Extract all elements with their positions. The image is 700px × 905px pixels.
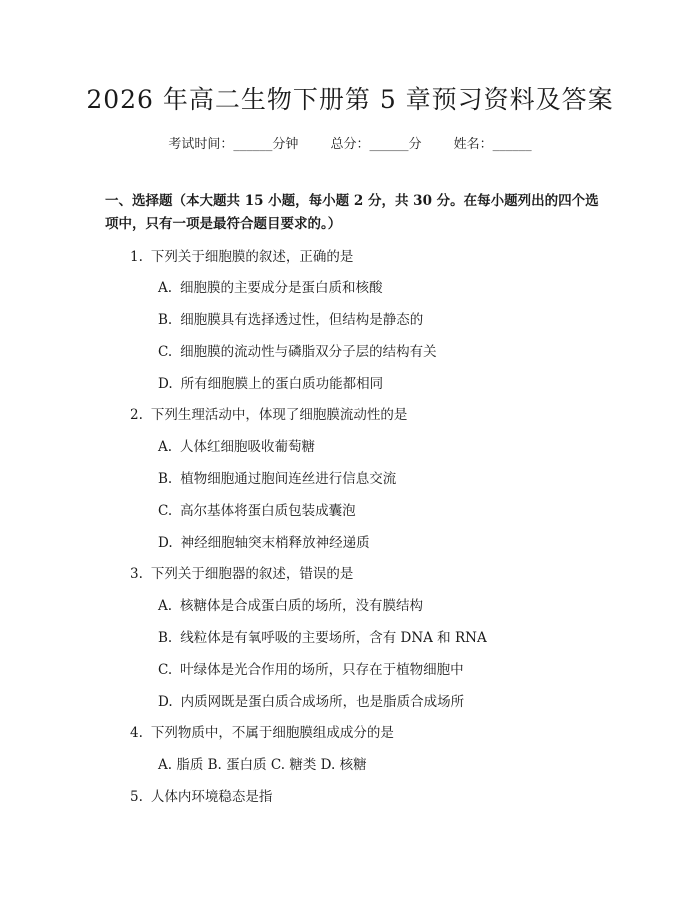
question-1-option-c bbox=[158, 340, 437, 360]
option-label: A. bbox=[158, 439, 173, 455]
question-2 bbox=[130, 403, 407, 423]
option-label: B. bbox=[158, 630, 173, 646]
option-label: C. bbox=[158, 503, 173, 519]
question-number: 2. bbox=[130, 407, 143, 423]
question-2-option-d bbox=[158, 531, 370, 551]
question-3-option-c bbox=[158, 658, 464, 678]
page-title: 2026 年高二生物下册第 5 章预习资料及答案 bbox=[86, 85, 614, 114]
option-label: A. bbox=[158, 598, 173, 614]
option-text: 核糖体是合成蛋白质的场所，没有膜结构 bbox=[180, 598, 424, 614]
question-1-option-b bbox=[158, 308, 423, 328]
option-text: 线粒体是有氧呼吸的主要场所，含有 DNA 和 RNA bbox=[180, 630, 487, 646]
question-number: 1. bbox=[130, 249, 143, 265]
option-label: A. bbox=[158, 280, 173, 296]
question-text: 下列关于细胞膜的叙述，正确的是 bbox=[150, 249, 354, 265]
exam-info-line bbox=[0, 133, 700, 152]
option-text: 内质网既是蛋白质合成场所，也是脂质合成场所 bbox=[180, 694, 465, 710]
question-5 bbox=[130, 785, 272, 805]
question-3-option-b bbox=[158, 626, 487, 646]
question-3-option-d bbox=[158, 690, 464, 710]
question-3 bbox=[130, 562, 353, 582]
option-label: D. bbox=[158, 694, 173, 710]
option-label: C. bbox=[158, 344, 173, 360]
option-label: B. bbox=[158, 471, 173, 487]
question-2-option-b bbox=[158, 467, 396, 487]
option-text: 所有细胞膜上的蛋白质功能都相同 bbox=[180, 376, 384, 392]
question-2-option-a bbox=[158, 435, 315, 455]
option-text: 细胞膜的主要成分是蛋白质和核酸 bbox=[180, 280, 383, 296]
option-text: 人体红细胞吸收葡萄糖 bbox=[180, 439, 316, 455]
option-text: 细胞膜的流动性与磷脂双分子层的结构有关 bbox=[180, 344, 437, 360]
option-text: 植物细胞通过胞间连丝进行信息交流 bbox=[180, 471, 397, 487]
option-text: 高尔基体将蛋白质包装成囊泡 bbox=[180, 503, 356, 519]
option-label: D. bbox=[158, 535, 173, 551]
question-3-option-a bbox=[158, 594, 423, 614]
question-text: 下列关于细胞器的叙述，错误的是 bbox=[150, 566, 354, 582]
option-text: 神经细胞轴突末梢释放神经递质 bbox=[180, 535, 370, 551]
total-score-field: 总分：______分 bbox=[330, 137, 422, 152]
question-1 bbox=[130, 245, 353, 265]
question-4-inline-options: A. 脂质 B. 蛋白质 C. 糖类 D. 核糖 bbox=[158, 757, 367, 773]
exam-time-field: 考试时间：______分钟 bbox=[168, 137, 299, 152]
option-label: C. bbox=[158, 662, 173, 678]
question-number: 3. bbox=[130, 566, 143, 582]
question-text: 人体内环境稳态是指 bbox=[150, 789, 273, 805]
option-label: B. bbox=[158, 312, 173, 328]
question-4 bbox=[130, 721, 394, 741]
question-text: 下列生理活动中，体现了细胞膜流动性的是 bbox=[150, 407, 408, 423]
question-1-option-a bbox=[158, 276, 383, 296]
option-label: D. bbox=[158, 376, 173, 392]
name-field: 姓名：______ bbox=[453, 137, 532, 152]
option-text: 细胞膜具有选择透过性，但结构是静态的 bbox=[180, 312, 424, 328]
question-1-option-d bbox=[158, 372, 383, 392]
option-text: 叶绿体是光合作用的场所，只存在于植物细胞中 bbox=[180, 662, 464, 678]
section-heading: 一、选择题（本大题共 15 小题，每小题 2 分，共 30 分。在每小题列出的四个选项中，只有一项是最符合题目要求的。） bbox=[105, 193, 599, 232]
question-number: 5. bbox=[130, 789, 143, 805]
question-number: 4. bbox=[130, 725, 143, 741]
question-2-option-c bbox=[158, 499, 356, 519]
question-text: 下列物质中，不属于细胞膜组成成分的是 bbox=[150, 725, 394, 741]
